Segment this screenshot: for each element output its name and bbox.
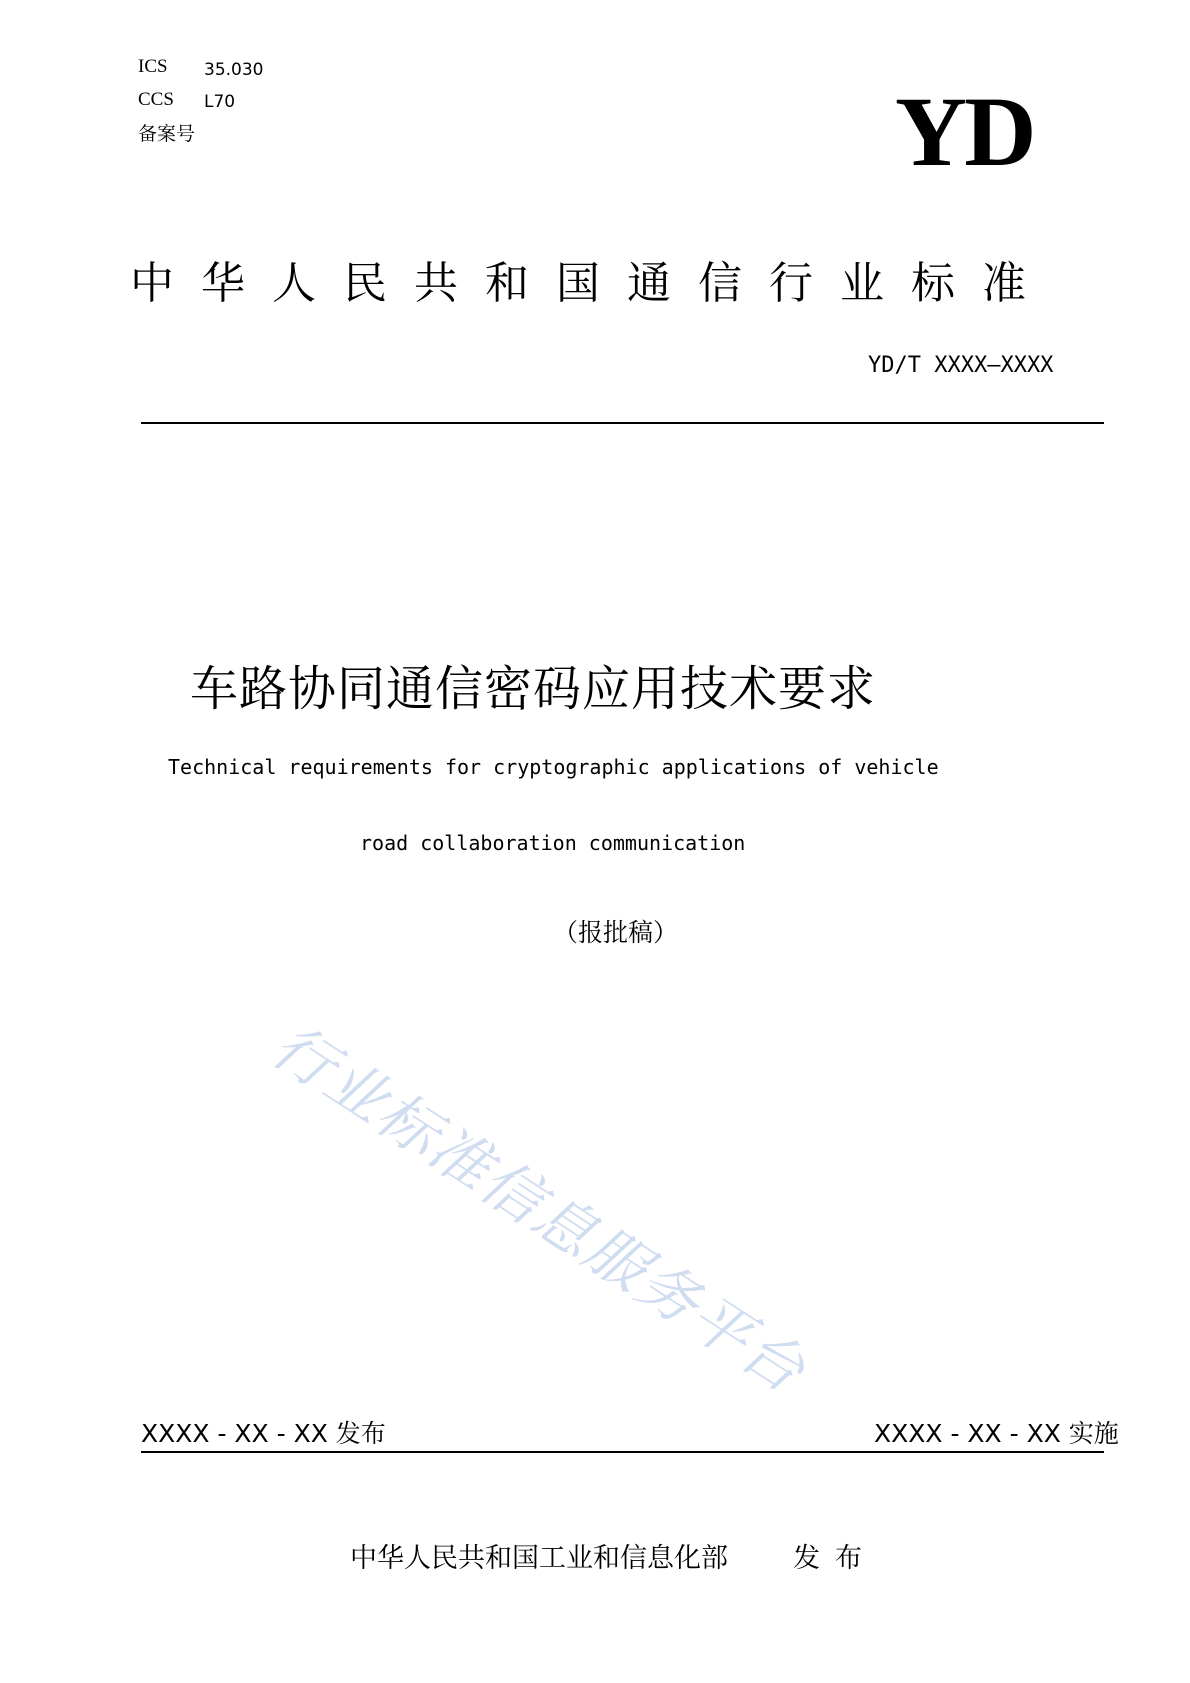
implement-date: XXXX - XX - XX 实施 [874,1419,1119,1448]
ics-value: 35.030 [204,60,264,80]
ccs-value: L70 [204,92,236,112]
draft-status: （报批稿） [553,918,679,947]
watermark: 行业标准信息服务平台 [259,1010,818,1408]
publish-date: XXXX - XX - XX 发布 [141,1419,386,1448]
issue-action: 发布 [793,1543,877,1574]
footer-divider [141,1451,1104,1453]
header-divider [141,422,1104,424]
filing-number-label: 备案号 [138,123,196,145]
document-title-english-line1: Technical requirements for cryptographic applications of vehicle [168,755,939,779]
standard-number: YD/T XXXX—XXXX [868,353,1054,378]
standard-category-heading: 中华人民共和国通信行业标准 [130,258,1053,309]
yd-logo: YD [895,76,1034,187]
document-title-chinese: 车路协同通信密码应用技术要求 [190,661,877,717]
ics-label: ICS [138,56,168,77]
document-title-english-line2: road collaboration communication [360,831,746,855]
issuing-organization: 中华人民共和国工业和信息化部 [350,1543,728,1574]
ccs-label: CCS [138,89,174,110]
